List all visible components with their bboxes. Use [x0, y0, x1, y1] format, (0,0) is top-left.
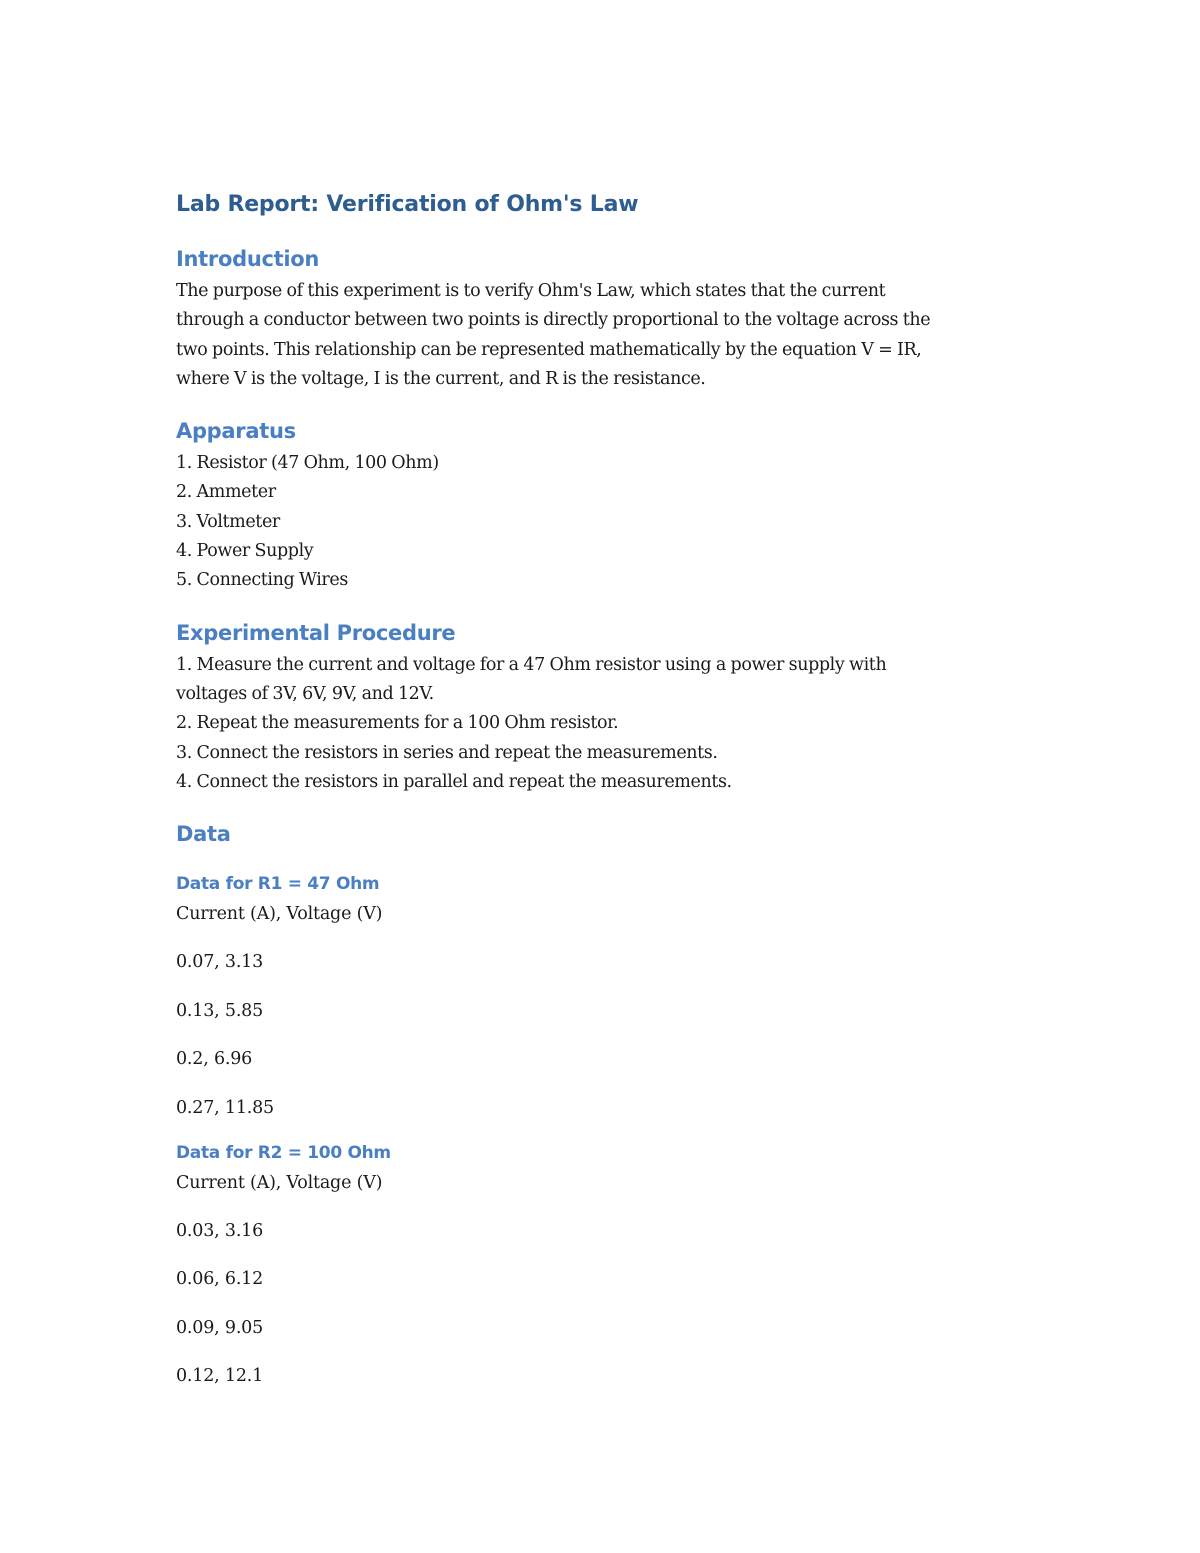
r1-columns: Current (A), Voltage (V) [176, 904, 383, 925]
list-item: 5. Connecting Wires [176, 570, 348, 591]
list-item: 2. Ammeter [176, 482, 276, 503]
r1-data-row: 0.27, 11.85 [176, 1097, 274, 1118]
introduction-line: through a conductor between two points is directly proportional to the voltage across the [176, 310, 931, 331]
r2-columns: Current (A), Voltage (V) [176, 1172, 383, 1193]
apparatus-list [176, 449, 1036, 595]
procedure-line: voltages of 3V, 6V, 9V, and 12V. [176, 683, 434, 704]
r2-data-row: 0.12, 12.1 [176, 1366, 264, 1387]
introduction-line: two points. This relationship can be represented mathematically by the equation V = IR, [176, 339, 922, 360]
introduction-heading: Introduction [176, 247, 320, 271]
document-title: Lab Report: Verification of Ohm's Law [176, 192, 639, 217]
r1-data-row: 0.2, 6.96 [176, 1049, 253, 1070]
list-item: 1. Resistor (47 Ohm, 100 Ohm) [176, 453, 439, 474]
procedure-line: 4. Connect the resistors in parallel and repeat the measurements. [176, 771, 732, 792]
list-item: 3. Voltmeter [176, 511, 280, 532]
r2-data-heading: Data for R2 = 100 Ohm [176, 1142, 391, 1163]
introduction-line: where V is the voltage, I is the current, and R is the resistance. [176, 368, 706, 389]
r2-data-row: 0.09, 9.05 [176, 1317, 264, 1338]
r2-data-row: 0.06, 6.12 [176, 1269, 264, 1290]
r1-data-row: 0.07, 3.13 [176, 952, 264, 973]
introduction-paragraph [176, 277, 1036, 394]
list-item: 4. Power Supply [176, 541, 314, 562]
apparatus-heading: Apparatus [176, 419, 296, 444]
procedure-line: 3. Connect the resistors in series and repeat the measurements. [176, 742, 718, 763]
r2-data-row: 0.03, 3.16 [176, 1220, 264, 1241]
procedure-line: 2. Repeat the measurements for a 100 Ohm resistor. [176, 713, 619, 734]
introduction-line: The purpose of this experiment is to verify Ohm's Law, which states that the current [176, 281, 886, 301]
procedure-list [176, 651, 1036, 797]
data-heading: Data [176, 822, 231, 847]
r1-data-heading: Data for R1 = 47 Ohm [176, 874, 380, 895]
procedure-line: 1. Measure the current and voltage for a 47 Ohm resistor using a power supply with [176, 654, 887, 675]
r1-data-row: 0.13, 5.85 [176, 1000, 264, 1021]
document-page [176, 188, 1036, 1391]
procedure-heading: Experimental Procedure [176, 620, 456, 645]
